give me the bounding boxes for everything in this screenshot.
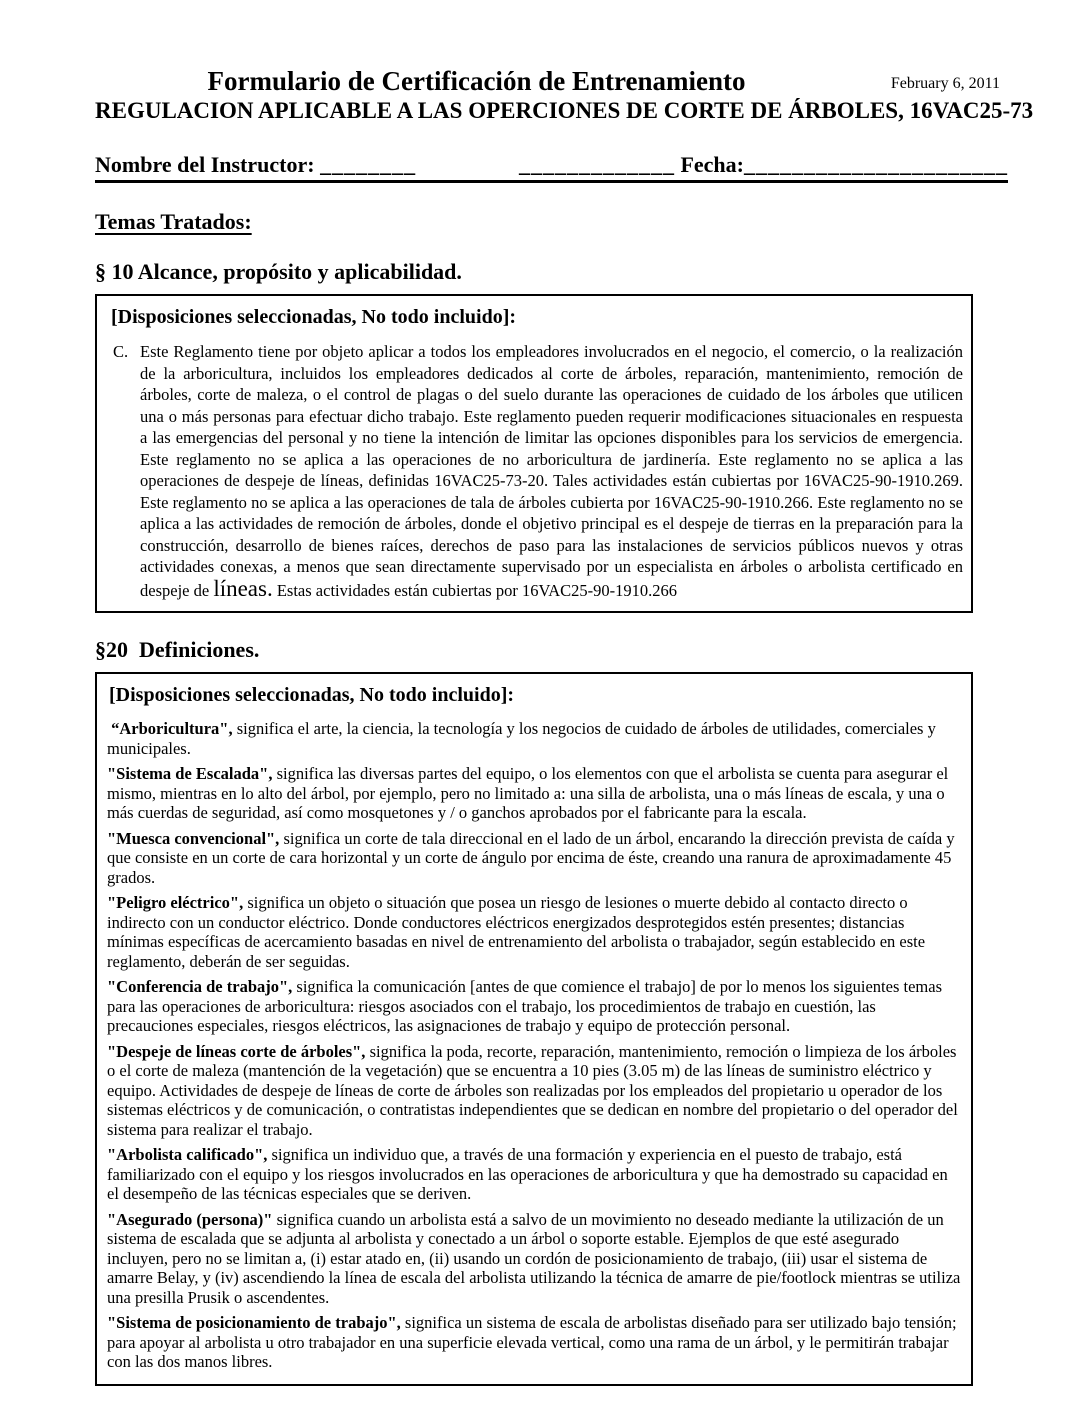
definition-asegurado-persona [107,1210,961,1308]
definition-term: "Conferencia de trabajo", [107,977,293,996]
definition-text: significa un corte de tala direccional en el lado de un árbol, encarando la dirección prevista de caída y que consiste en un corte de cara horizontal y un corte de ángulo por encima de éste, creando una ranura de aproximadamente 45 grados. [107,828,955,887]
instructor-fecha-line [95,151,1008,183]
definition-term: "Arbolista calificado", [107,1145,268,1164]
definition-arboricultura [107,719,961,758]
instructor-blank-1: ________ [320,152,417,177]
section-10-box-header: [Disposiciones seleccionadas, No todo incluido]: [111,306,517,328]
definition-conferencia-de-trabajo [107,977,961,1036]
section-20-definitions-box [95,672,973,1386]
document-header [95,66,1008,96]
definition-sistema-de-posicionamiento [107,1313,961,1372]
provision-c-text: Este Reglamento tiene por objeto aplicar a todos los empleadores involucrados en el negocio, el comercio, o la realización de la arboricultura, incluidos los empleadores dedicados al corte de árboles, reparación, mantenimiento, remoción de árboles, corte de maleza, o el control de plagas o del suelo durante las operaciones de cuidado de los árboles que utilicen una o más personas para efectuar dicho trabajo. Este reglamento pueden requerir modificaciones situacionales en respuesta a las emergencias del personal y no tiene la intención de limitar las opciones disponibles para los servicios de emergencia. Este reglamento no se aplica a las operaciones de no arboricultura de jardinería. Este reglamento no se aplica a las operaciones de despeje de líneas, definidas 16VAC25-73-20. Tales actividades están cubiertas por 16VAC25-90-1910.269. Este reglamento no se aplica a las operaciones de tala de árboles cubierta por 16VAC25-90-1910.266. Este reglamento no se aplica a las actividades de remoción de árboles, donde el objetivo principal es el despeje de tierras en la preparación para la construcción, desarrollo de bienes raíces, derechos de paso para las instalaciones de servicios públicos nuevos y otras actividades conexas, a menos que sean directamente supervisado por un especialista en árboles o arbolista certificado en despeje de [140,342,963,600]
definition-term: "Peligro eléctrico", [107,893,244,912]
definition-text: significa un objeto o situación que posea un riesgo de lesiones o muerte debido al contacto directo o indirecto con un conductor eléctrico. Donde conductores eléctricos energizados desprotegidos estén presentes; distancias mínimas específicas de acercamiento basadas en nivel de entrenamiento del arbolista o trabajador, según establecido en este reglamento, deberán de ser seguidas. [107,893,926,971]
instructor-blank-2: _____________ [518,152,675,177]
definition-term: "Despeje de líneas corte de árboles", [107,1041,366,1061]
definition-sistema-de-escalada [107,764,961,823]
definition-text: significa un sistema de escala de arbolistas diseñado para ser utilizado bajo tensión; para apoyar al arbolista u otro trabajador en una superficie elevada vertical, como una rama de un árbol, y le permitirán trabajar con las dos manos libres. [107,1313,957,1371]
provision-c-text-end: Estas actividades están cubiertas por 16VAC25-90-1910.266 [272,580,678,600]
topics-heading: Temas Tratados: [95,209,252,234]
definition-muesca-convencional [107,829,961,888]
definition-text: significa las diversas partes del equipo, o los elementos con que el arbolista se cuenta para asegurar el mismo, mientras en lo alto del árbol, por ejemplo, pero no limitado a: una silla de arbolista, una o más líneas de escala, y una o más cuerdas de seguridad, así como mosquetones y / o ganchos aprobados por el fabricante para la escala. [107,764,949,822]
definition-text: significa la comunicación [antes de que comience el trabajo] de por lo menos los siguientes temas para las operaciones de arboricultura: riesgos asociados con el trabajo, los procedimientos de trabajo en cuestión, las precauciones especiales, riesgos eléctricos, las asignaciones de trabajo y equipo de protección personal. [107,977,942,1035]
provision-c-label: C. [113,342,129,361]
fecha-blank: ______________________ [744,152,1008,177]
definition-term: "Sistema de Escalada", [107,764,273,783]
provision-c-emphasis: líneas. [213,575,273,601]
definition-term: "Sistema de posicionamiento de trabajo", [107,1313,401,1332]
section-10-heading: § 10 Alcance, propósito y aplicabilidad. [95,259,462,284]
definition-despeje-de-lineas [107,1042,961,1140]
definition-text: significa cuando un arbolista está a salvo de un movimiento no deseado mediante la utilización de un sistema de escalada que se adjunta al arbolista y conectado a un árbol o soporte estable. Ejemplos de que esté asegurado incluyen, pero no se limitan a, (i) estar atado en, (ii) usando un cordón de posicionamiento de trabajo, (iii) usar el sistema de amarre Belay, y (iv) ascendiendo la línea de escala del arbolista utilizando la técnica de amarre de pie/footlock mientras se utiliza una presilla Prusik o ascendentes. [107,1209,961,1307]
definition-term: “Arboricultura", [107,719,233,738]
section-20-heading: §20 Definiciones. [95,637,260,662]
definition-term: "Asegurado (persona)" [107,1209,273,1229]
section-10-provisions-box [95,294,973,613]
document-subtitle: REGULACION APLICABLE A LAS OPERCIONES DE CORTE DE ÁRBOLES, 16VAC25-73 [95,98,1034,123]
definition-text: significa el arte, la ciencia, la tecnología y los negocios de cuidado de árboles de utilidades, comerciales y municipales. [107,719,936,758]
instructor-label: Nombre del Instructor: [95,152,321,177]
definition-text: significa la poda, recorte, reparación, mantenimiento, remoción o limpieza de los árboles o el corte de maleza (mantención de la vegetación) que se encuentra a 10 pies (3.05 m) de las líneas de suministro eléctrico y equipo. Actividades de despeje de líneas de corte de árboles son realizadas por los empleados del propietario u operador de los sistemas eléctricos y de comunicación, o contratistas independientes que se dedican en nombre del propietario o del operador del sistema para realizar el trabajo. [107,1041,958,1139]
definition-peligro-electrico [107,893,961,971]
section-20-box-header: [Disposiciones seleccionadas, No todo incluido]: [109,684,515,706]
definition-term: "Muesca convencional", [107,828,280,848]
provision-c-paragraph [109,341,963,601]
document-date: February 6, 2011 [890,75,1000,92]
fecha-label: Fecha: [674,152,744,177]
page-title: Formulario de Certificación de Entrenamiento [207,66,746,96]
definition-text: significa un individuo que, a través de una formación y experiencia en el puesto de trabajo, está familiarizado con el equipo y los riesgos involucrados en las operaciones de arboricultura y que ha demostrado su capacidad en el desempeño de las técnicas especiales que se deriven. [107,1145,948,1203]
definition-arbolista-calificado [107,1145,961,1204]
